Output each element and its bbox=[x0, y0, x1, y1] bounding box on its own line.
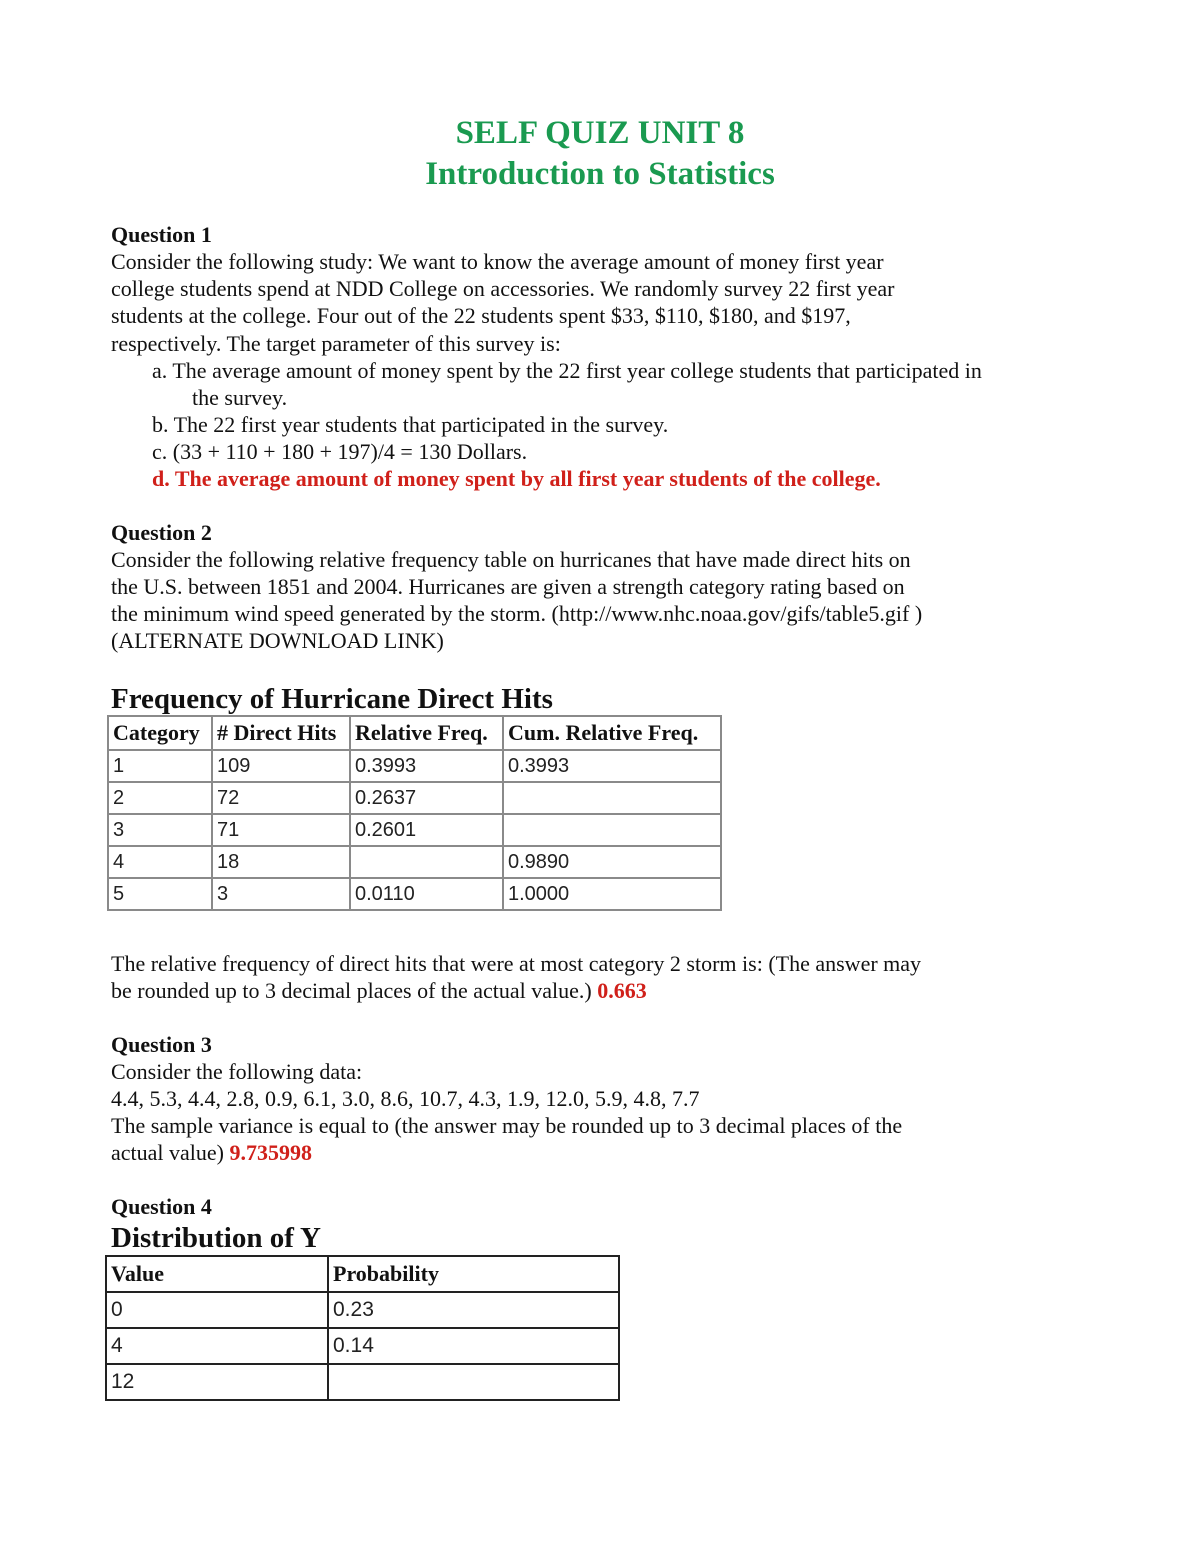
hurricane-table-title: Frequency of Hurricane Direct Hits bbox=[111, 683, 553, 715]
question-1-label: Question 1 bbox=[111, 222, 212, 247]
table-row bbox=[108, 878, 721, 910]
table-cell: 0.2637 bbox=[350, 782, 503, 814]
header-cell: Cum. Relative Freq. bbox=[503, 716, 721, 750]
question-3-data: 4.4, 5.3, 4.4, 2.8, 0.9, 6.1, 3.0, 8.6, 10.7, 4.3, 1.9, 12.0, 5.9, 4.8, 7.7 bbox=[111, 1086, 700, 1111]
table-row bbox=[108, 814, 721, 846]
question-3-text-line: Consider the following data: bbox=[111, 1059, 363, 1084]
table-cell: 109 bbox=[212, 750, 350, 782]
table-cell: 4 bbox=[106, 1328, 328, 1364]
question-3-prompt-line bbox=[111, 1139, 312, 1166]
question-3-answer: 9.735998 bbox=[229, 1140, 312, 1165]
question-3-label: Question 3 bbox=[111, 1032, 212, 1057]
option-a: a. The average amount of money spent by the 22 first year college students that participated in bbox=[152, 358, 982, 383]
option-d-correct-answer: d. The average amount of money spent by all first year students of the college. bbox=[152, 466, 881, 491]
table-row bbox=[108, 846, 721, 878]
distribution-table-title: Distribution of Y bbox=[111, 1222, 321, 1254]
table-cell: 12 bbox=[106, 1364, 328, 1400]
table-cell: 5 bbox=[108, 878, 212, 910]
table-cell: 0.9890 bbox=[503, 846, 721, 878]
question-1-text-line: Consider the following study: We want to know the average amount of money first year bbox=[111, 249, 884, 274]
header-cell: Relative Freq. bbox=[350, 716, 503, 750]
table-cell bbox=[503, 782, 721, 814]
table-cell: 72 bbox=[212, 782, 350, 814]
table-row bbox=[108, 750, 721, 782]
table-cell: 0.23 bbox=[328, 1292, 619, 1328]
table-row bbox=[106, 1328, 619, 1364]
question-1-text-line: college students spend at NDD College on accessories. We randomly survey 22 first year bbox=[111, 276, 895, 301]
question-2-prompt-text: be rounded up to 3 decimal places of the actual value.) bbox=[111, 978, 592, 1003]
table-cell: 3 bbox=[212, 878, 350, 910]
option-a-continued: the survey. bbox=[192, 385, 288, 410]
document-title: SELF QUIZ UNIT 8 bbox=[455, 115, 745, 151]
option-c: c. (33 + 110 + 180 + 197)/4 = 130 Dollars. bbox=[152, 439, 528, 464]
table-cell: 1.0000 bbox=[503, 878, 721, 910]
table-header-row bbox=[106, 1256, 619, 1292]
table-cell: 3 bbox=[108, 814, 212, 846]
table-cell: 0.3993 bbox=[503, 750, 721, 782]
option-b: b. The 22 first year students that participated in the survey. bbox=[152, 412, 669, 437]
table-cell bbox=[503, 814, 721, 846]
question-1-text-line: respectively. The target parameter of this survey is: bbox=[111, 331, 561, 356]
distribution-table bbox=[105, 1255, 620, 1401]
question-2-text-line: the minimum wind speed generated by the storm. (http://www.nhc.noaa.gov/gifs/table5.gif ) bbox=[111, 601, 923, 626]
hurricane-frequency-table bbox=[107, 715, 722, 911]
question-2-prompt-line bbox=[111, 977, 647, 1004]
header-cell: Probability bbox=[328, 1256, 619, 1292]
table-cell: 0.0110 bbox=[350, 878, 503, 910]
question-1-text-line: students at the college. Four out of the 22 students spent $33, $110, $180, and $197, bbox=[111, 303, 851, 328]
document-subtitle: Introduction to Statistics bbox=[425, 156, 775, 192]
table-cell: 1 bbox=[108, 750, 212, 782]
table-cell: 0.3993 bbox=[350, 750, 503, 782]
question-2-text-line: Consider the following relative frequency table on hurricanes that have made direct hits on bbox=[111, 547, 911, 572]
table-cell bbox=[350, 846, 503, 878]
table-cell: 0.14 bbox=[328, 1328, 619, 1364]
header-cell: Category bbox=[108, 716, 212, 750]
question-2-label: Question 2 bbox=[111, 520, 212, 545]
question-2-text-line: (ALTERNATE DOWNLOAD LINK) bbox=[111, 628, 444, 653]
question-3-prompt-text: actual value) bbox=[111, 1140, 224, 1165]
header-cell: Value bbox=[106, 1256, 328, 1292]
table-cell: 2 bbox=[108, 782, 212, 814]
table-cell bbox=[328, 1364, 619, 1400]
table-header-row bbox=[108, 716, 721, 750]
question-3-text-line: The sample variance is equal to (the answer may be rounded up to 3 decimal places of the bbox=[111, 1113, 903, 1138]
header-cell: # Direct Hits bbox=[212, 716, 350, 750]
table-cell: 0.2601 bbox=[350, 814, 503, 846]
table-cell: 18 bbox=[212, 846, 350, 878]
table-cell: 0 bbox=[106, 1292, 328, 1328]
question-4-label: Question 4 bbox=[111, 1194, 212, 1219]
table-cell: 4 bbox=[108, 846, 212, 878]
question-2-text-line: the U.S. between 1851 and 2004. Hurricanes are given a strength category rating based on bbox=[111, 574, 905, 599]
table-row bbox=[108, 782, 721, 814]
question-2-prompt-line: The relative frequency of direct hits that were at most category 2 storm is: (The answer may bbox=[111, 951, 922, 976]
table-row bbox=[106, 1364, 619, 1400]
question-2-answer: 0.663 bbox=[597, 978, 647, 1003]
table-cell: 71 bbox=[212, 814, 350, 846]
table-row bbox=[106, 1292, 619, 1328]
